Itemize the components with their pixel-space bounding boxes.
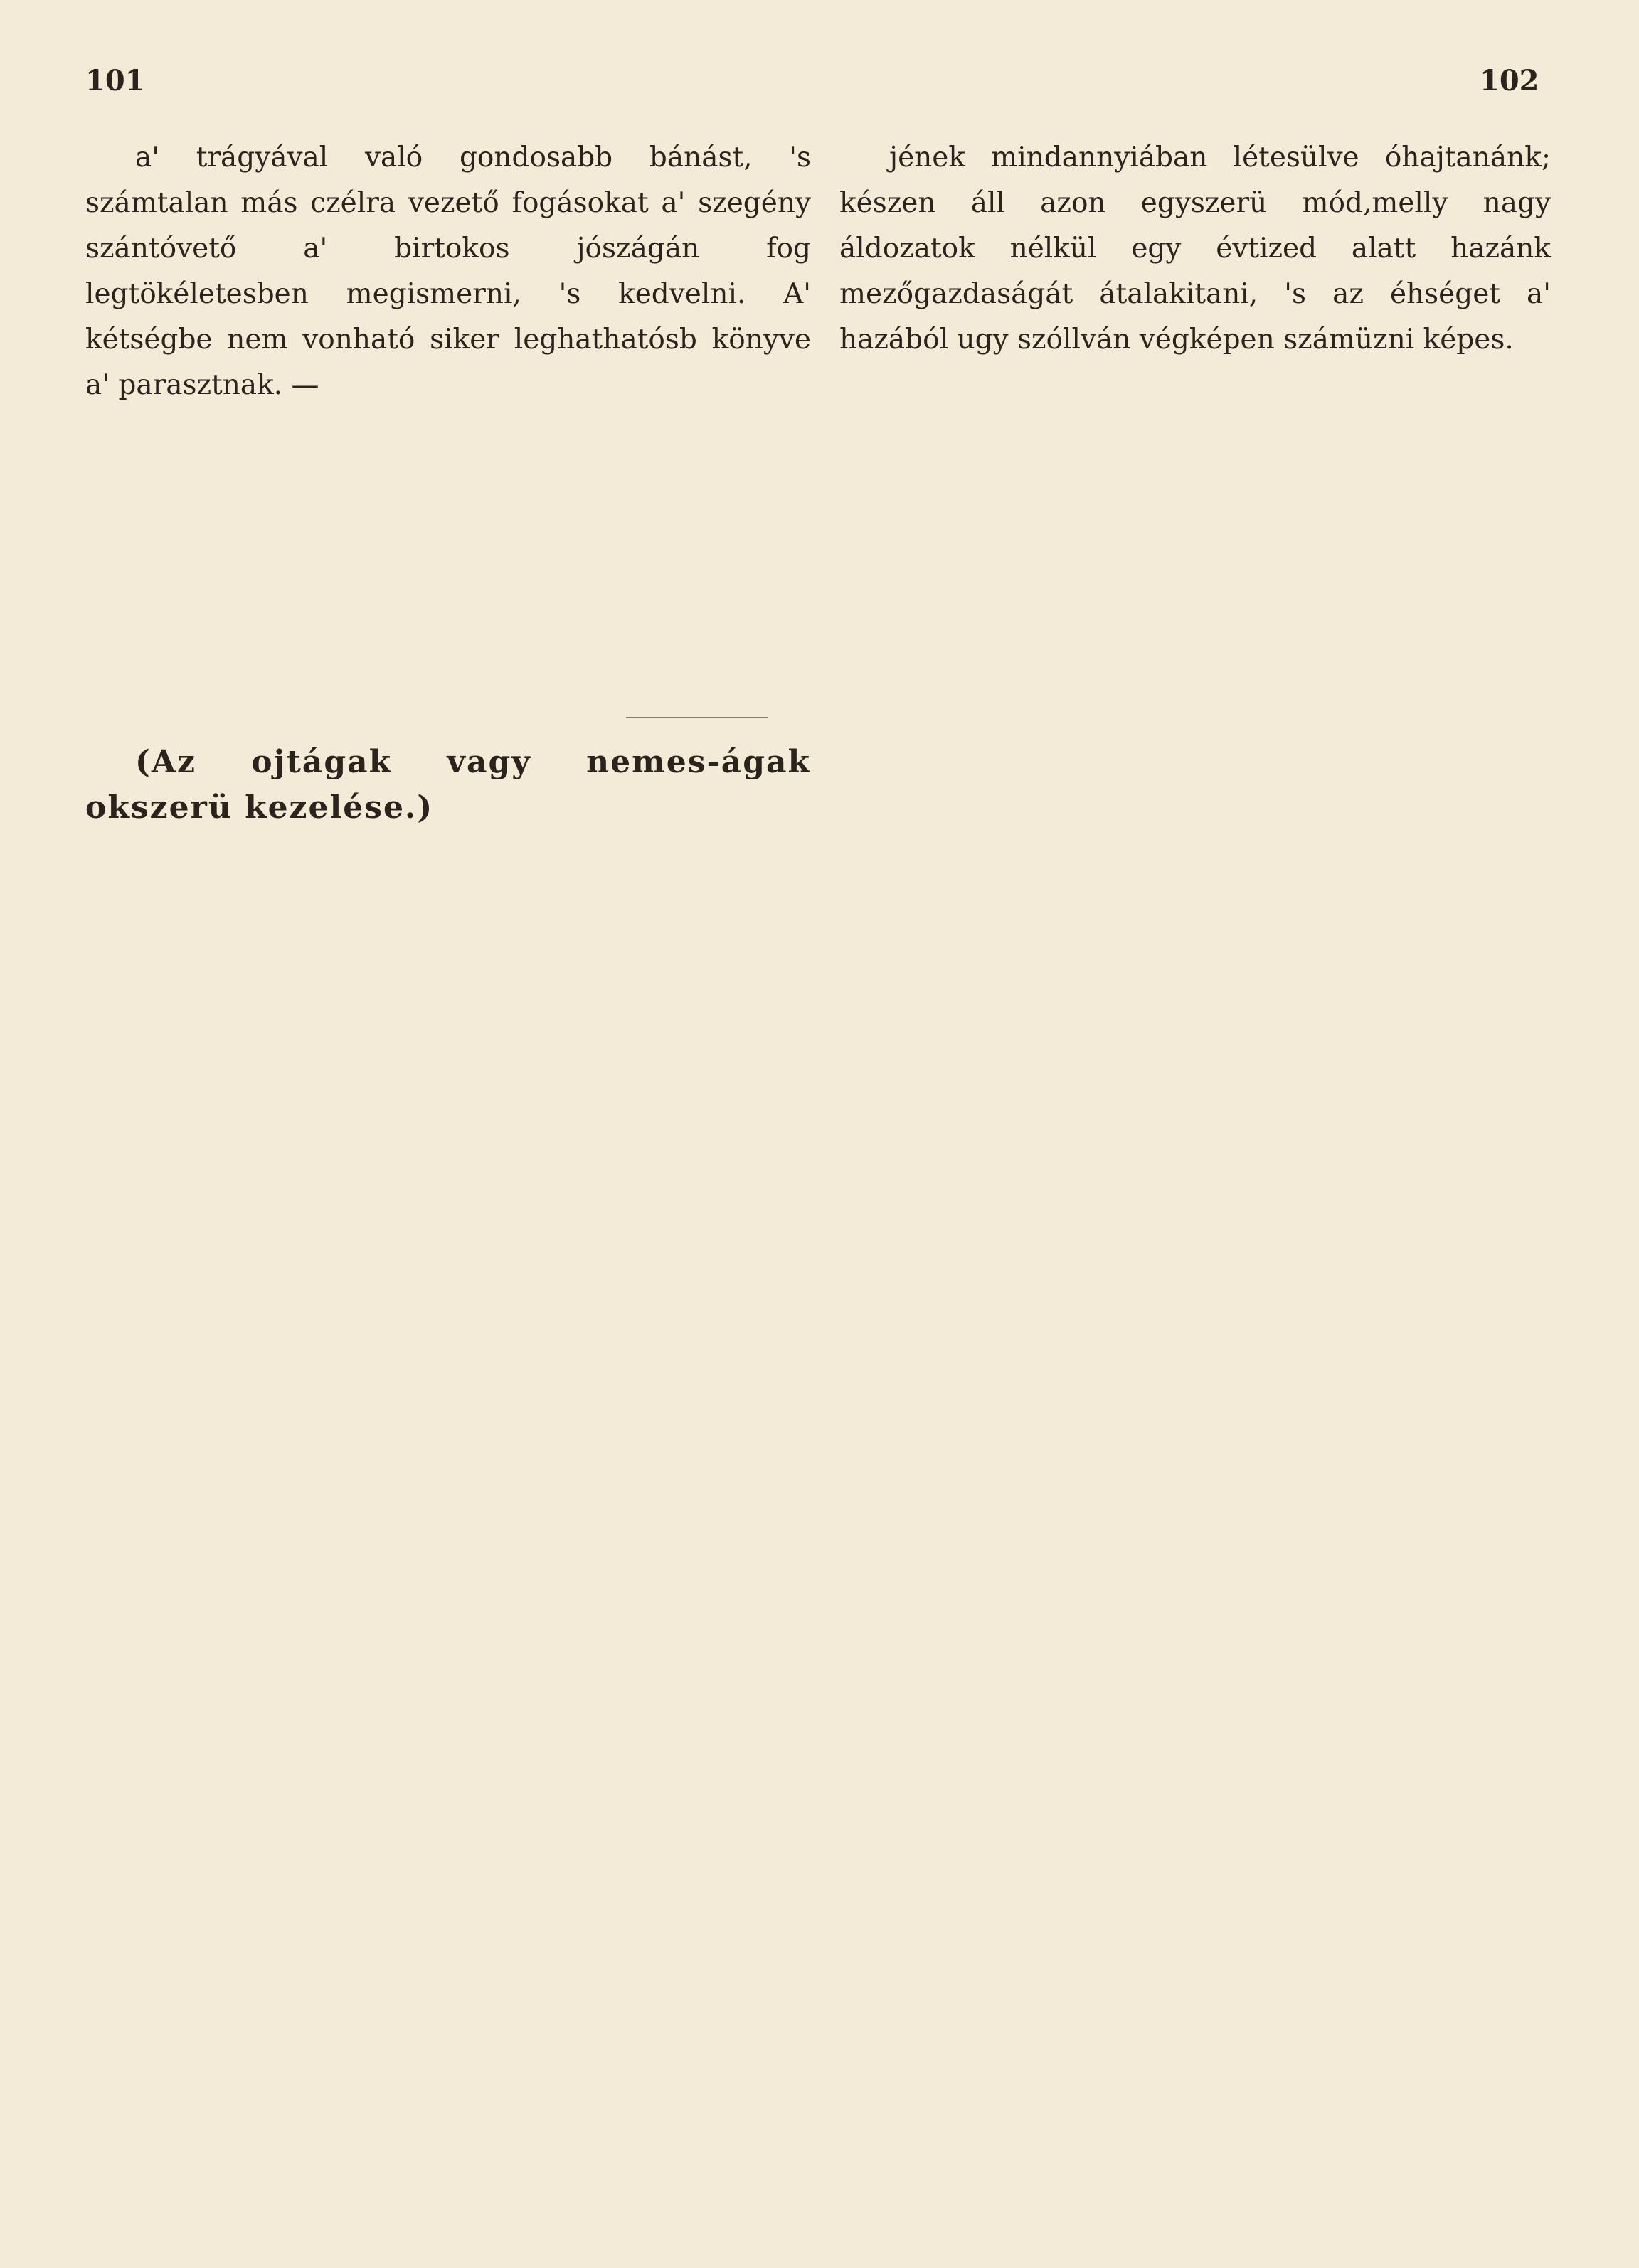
divider xyxy=(626,717,768,718)
right-paragraph: jének mindannyiában létesülve óhajtanánk; készen áll azon egyszerü mód,melly nagy áldozatok nélkül egy évtized alatt hazánk mezőgazdaságát átalakitani, 's az éhséget a' hazából ugy szóllván végképen számüzni képes. xyxy=(839,142,1551,356)
page-number-right: 102 xyxy=(1480,64,1539,97)
section-heading: (Az ojtágak vagy nemes-ágak okszerü kezelése.) xyxy=(85,744,811,826)
section xyxy=(85,740,811,843)
page-number-left: 101 xyxy=(85,64,145,97)
left-column xyxy=(85,135,811,421)
left-paragraph: a' trágyával való gondosabb bánást, 's számtalan más czélra vezető fogásokat a' szegény szántóvető a' birtokos jószágán fog legtökéletesben megismerni, 's kedvelni. A' kétségbe nem vonható siker leghathatósb könyve a' parasztnak. — xyxy=(85,142,811,401)
right-column xyxy=(839,135,1551,376)
